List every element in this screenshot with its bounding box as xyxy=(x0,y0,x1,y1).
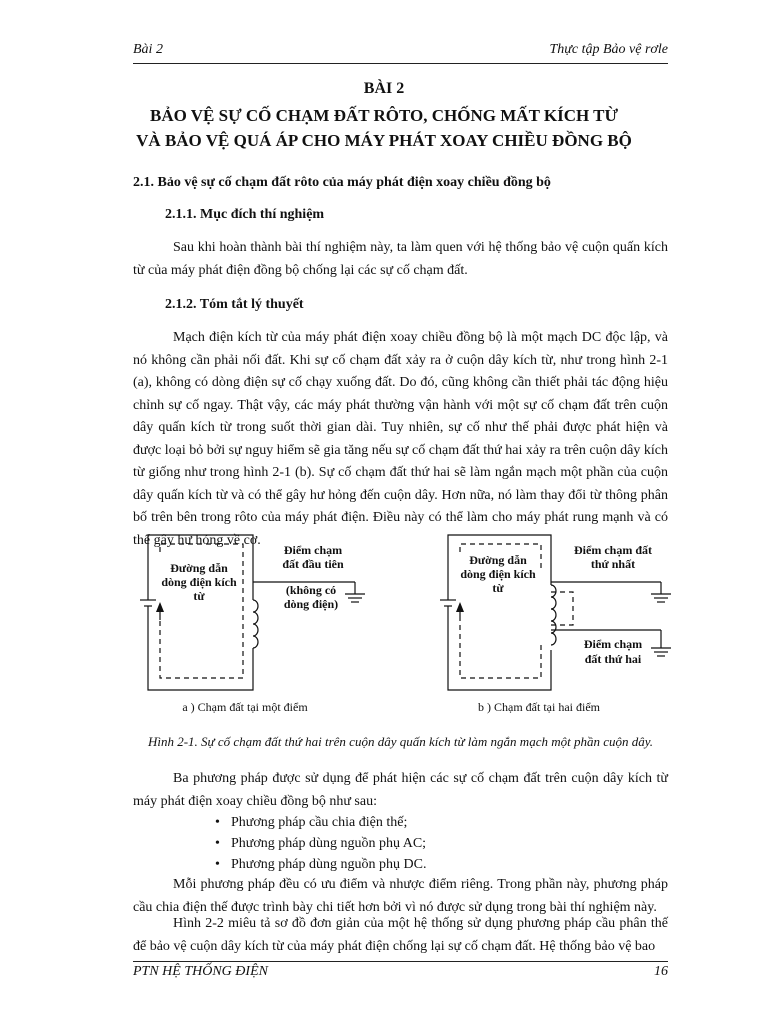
footer-rule xyxy=(133,961,668,962)
page-header xyxy=(133,40,668,62)
header-left: Bài 2 xyxy=(133,42,163,57)
fig-a-path-line3: từ xyxy=(193,589,205,603)
paragraph-figure-2-2: Hình 2-2 miêu tả sơ đồ đơn giản của một hệ thống sử dụng phương pháp cầu phân thế để bảo vệ cuộn dây kích từ của máy phát điện chống lại sự cố chạm đất. Hệ thống bảo vệ bao xyxy=(133,916,668,954)
list-item: • Phương pháp cầu chia điện thế; xyxy=(215,812,426,833)
lesson-title-line1: BẢO VỆ SỰ CỐ CHẠM ĐẤT RÔTO, CHỐNG MẤT KÍCH TỪ xyxy=(149,106,619,125)
fig-b-fault2-line2: đất thứ hai xyxy=(584,652,642,666)
paragraph-methods-detail: Mỗi phương pháp đều có ưu điểm và nhược điểm riêng. Trong phần này, phương pháp cầu chia điện thế được trình bày chi tiết hơn bởi vì nó được sử dụng trong bài thí nghiệm này. xyxy=(133,877,668,915)
fig-a-fault-line1: Điểm chạm xyxy=(283,543,343,557)
fig-a-note-line2: dòng điện) xyxy=(283,597,339,611)
fig-a-caption: a ) Chạm đất tại một điểm xyxy=(182,700,308,714)
fig-b-path-line1: Đường dẫn xyxy=(469,553,527,567)
lesson-title-line2: VÀ BẢO VỆ QUÁ ÁP CHO MÁY PHÁT XOAY CHIỀU ĐỒNG BỘ xyxy=(136,131,632,150)
heading-2-1: 2.1. Bảo vệ sự cố chạm đất rôto của máy phát điện xoay chiều đồng bộ xyxy=(133,175,551,190)
fig-b-fault1-line2: thứ nhất xyxy=(590,557,636,571)
footer-left: PTN HỆ THỐNG ĐIỆN xyxy=(133,964,268,979)
figure-caption: Hình 2-1. Sự cố chạm đất thứ hai trên cuộn dây quấn kích từ làm ngắn mạch một phần cuộn dây. xyxy=(147,734,654,749)
list-item: • Phương pháp dùng nguồn phụ DC. xyxy=(215,854,426,875)
heading-2-1-2: 2.1.2. Tóm tắt lý thuyết xyxy=(165,297,304,312)
fig-a-path-line2: dòng điện kích xyxy=(161,575,237,589)
bullet-icon: • xyxy=(215,815,220,830)
fig-a-fault-line2: đất đầu tiên xyxy=(282,557,344,571)
paragraph-purpose: Sau khi hoàn thành bài thí nghiệm này, ta làm quen với hệ thống bảo vệ cuộn quấn kích từ của máy phát điện đồng bộ chống lại các sự cố chạm đất. xyxy=(133,240,668,278)
methods-list xyxy=(215,812,426,875)
fig-a-note-line1: (không có xyxy=(285,583,337,597)
header-rule xyxy=(133,63,668,64)
lesson-number: BÀI 2 xyxy=(363,80,405,97)
header-right: Thực tập Bảo vệ rơle xyxy=(549,42,668,57)
bullet-icon: • xyxy=(215,857,220,872)
fig-b-path-line3: từ xyxy=(492,581,504,595)
list-item: • Phương pháp dùng nguồn phụ AC; xyxy=(215,833,426,854)
fig-b-path-line2: dòng điện kích xyxy=(460,567,536,581)
page-number: 16 xyxy=(654,964,668,979)
fig-a-path-line1: Đường dẫn xyxy=(170,561,228,575)
fig-b-fault1-line1: Điểm chạm đất xyxy=(574,543,652,557)
paragraph-theory: Mạch điện kích từ của máy phát điện xoay chiều đồng bộ là một mạch DC độc lập, và nó không cần phải nối đất. Khi sự cố chạm đất xảy ra ở cuộn dây kích từ, như trong hình 2-1 (a), không có dòng điện sự cố chạy xuống đất. Do đó, cũng không cần thiết phải tác động hiệu chỉnh sự cố ngay. Thật vậy, các máy phát thường vận hành với một sự cố chạm đất trên cuộn dây quấn kích từ trong suốt thời gian dài. Tuy nhiên, sự cố như thế phải được phát hiện và được loại bỏ bởi sự nguy hiểm sẽ gia tăng nếu sự cố chạm đất thứ hai xảy ra trên cuộn dây kích từ giống như trong hình 2-1 (b). Sự cố chạm đất thứ hai sẽ làm ngắn mạch một phần của cuộn dây quấn kích từ và có thể gây hư hỏng đến cuộn dây. Hơn nữa, nó làm thay đổi từ thông phân bố trên bên trong rôto của máy phát điện. Điều này có thể làm cho máy phát rung mạnh và có thể gây hư hỏng về cơ. xyxy=(133,330,668,548)
heading-2-1-1: 2.1.1. Mục đích thí nghiệm xyxy=(165,207,325,222)
figure-2-1 xyxy=(133,530,673,730)
paragraph-methods-intro: Ba phương pháp được sử dụng để phát hiện các sự cố chạm đất trên cuộn dây kích từ máy phát điện xoay chiều đồng bộ như sau: xyxy=(133,771,668,809)
bullet-icon: • xyxy=(215,836,220,851)
fig-b-fault2-line1: Điểm chạm xyxy=(583,637,643,651)
fig-b-caption: b ) Chạm đất tại hai điểm xyxy=(478,700,600,714)
